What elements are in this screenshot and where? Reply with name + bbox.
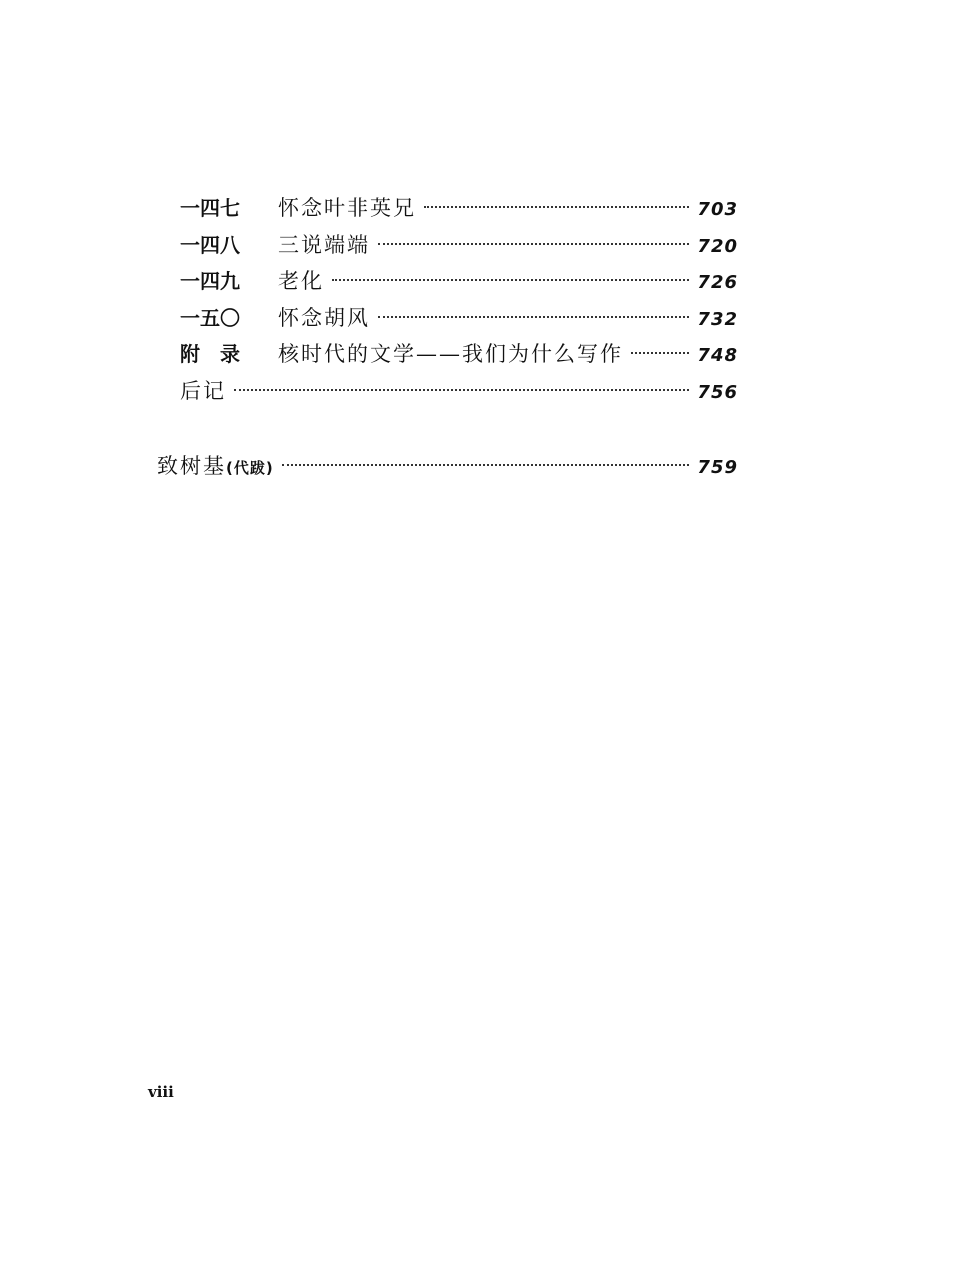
table-of-contents (180, 190, 738, 409)
epilogue-entry[interactable] (157, 448, 738, 484)
page-number: 726 (697, 272, 738, 293)
page-number: 703 (697, 199, 738, 220)
entry-number: 一四八 (180, 232, 240, 257)
page-number: 732 (697, 308, 738, 330)
dot-leader (424, 206, 689, 208)
page-number: 759 (697, 457, 738, 478)
page-number: 720 (697, 235, 738, 257)
entry-title: 怀念胡风 (278, 305, 370, 330)
page-number: 748 (697, 345, 738, 366)
toc-entry[interactable] (180, 300, 738, 337)
entry-title: 三说端端 (278, 232, 370, 257)
entry-number: 一四七 (180, 196, 240, 220)
entry-title: 核时代的文学——我们为什么写作 (278, 342, 623, 366)
entry-number: 一五〇 (180, 305, 240, 330)
entry-title: 怀念叶非英兄 (278, 196, 416, 220)
dot-leader (234, 389, 689, 391)
dot-leader (332, 279, 689, 281)
folio-mark: ⅷ (148, 1083, 174, 1101)
dot-leader (631, 352, 689, 354)
entry-title: 致树基 (157, 454, 226, 478)
entry-title: 老化 (278, 269, 324, 293)
toc-entry[interactable] (180, 373, 738, 410)
dot-leader (378, 243, 689, 245)
entry-title: 后记 (180, 378, 226, 403)
entry-note: (代跋) (226, 459, 274, 477)
page-number: 756 (697, 381, 738, 403)
toc-entry[interactable] (180, 227, 738, 264)
entry-number: 附 录 (180, 342, 240, 366)
toc-entry[interactable] (180, 190, 738, 227)
dot-leader (378, 316, 689, 318)
toc-entry[interactable] (180, 263, 738, 300)
entry-number: 一四九 (180, 269, 240, 293)
toc-entry[interactable] (180, 336, 738, 373)
dot-leader (282, 464, 690, 466)
